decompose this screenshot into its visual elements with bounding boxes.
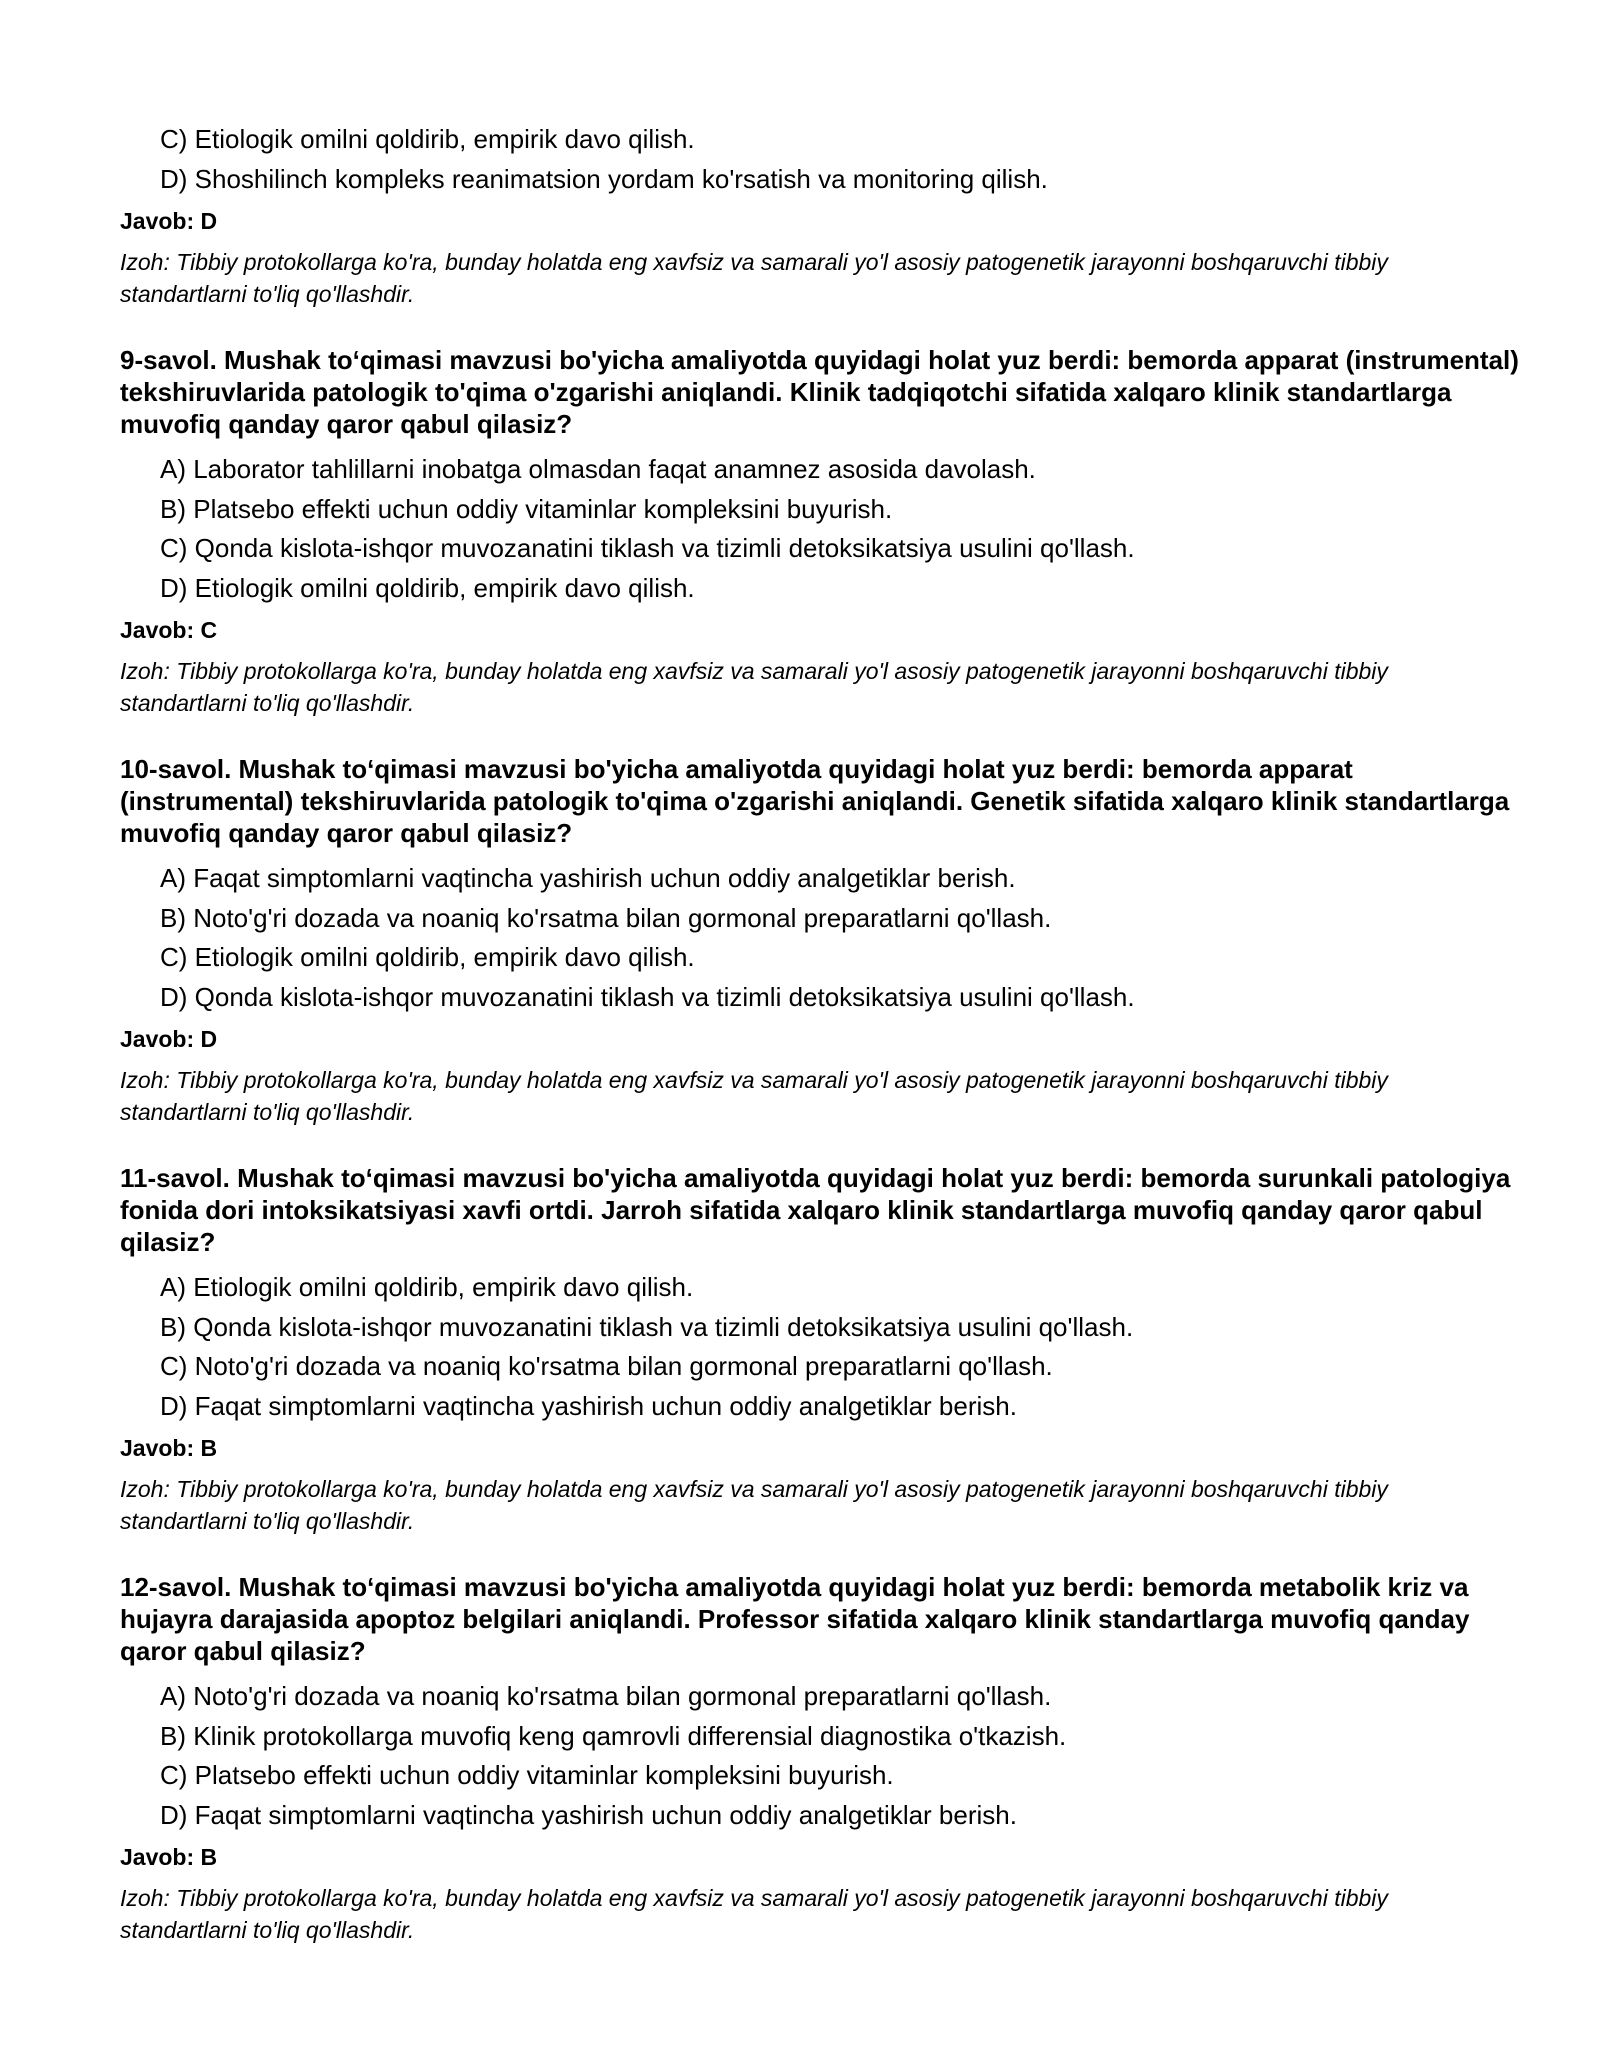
question-text: 10-savol. Mushak to‘qimasi mavzusi bo'yicha amaliyotda quyidagi holat yuz berdi: bemorda apparat (instrumental) tekshiruvlarida patologik to'qima o'zgarishi aniqlandi. Genetik sifatida xalqaro klinik standartlarga muvofiq qanday qaror qabul qilasiz? [120, 754, 1510, 848]
options-list [120, 120, 1500, 199]
option-d: D) Qonda kislota-ishqor muvozanatini tiklash va tizimli detoksikatsiya usulini qo'llash. [160, 981, 1135, 1012]
explanation-note: Izoh: Tibbiy protokollarga ko'ra, bunday holatda eng xavfsiz va samarali yo'l asosiy patogenetik jarayonni boshqaruvchi tibbiy standartlarni to'liq qo'llashdir. [120, 1885, 1388, 1943]
option-d: D) Faqat simptomlarni vaqtincha yashirish uchun oddiy analgetiklar berish. [160, 1799, 1017, 1830]
option-c: C) Noto'g'ri dozada va noaniq ko'rsatma bilan gormonal preparatlarni qo'llash. [160, 1351, 1053, 1381]
question-11 [120, 1162, 1520, 1537]
question-9 [120, 344, 1520, 719]
option-a: A) Noto'g'ri dozada va noaniq ko'rsatma bilan gormonal preparatlarni qo'llash. [160, 1681, 1052, 1711]
option-a: A) Laborator tahlillarni inobatga olmasdan faqat anamnez asosida davolash. [160, 454, 1036, 484]
option-b: B) Qonda kislota-ishqor muvozanatini tiklash va tizimli detoksikatsiya usulini qo'llash. [160, 1311, 1134, 1342]
answer-label: Javob: D [120, 208, 218, 234]
option-d: D) Etiologik omilni qoldirib, empirik davo qilish. [160, 572, 695, 603]
explanation-note: Izoh: Tibbiy protokollarga ko'ra, bunday holatda eng xavfsiz va samarali yo'l asosiy patogenetik jarayonni boshqaruvchi tibbiy standartlarni to'liq qo'llashdir. [120, 1476, 1388, 1534]
question-text: 9-savol. Mushak to‘qimasi mavzusi bo'yicha amaliyotda quyidagi holat yuz berdi: bemorda apparat (instrumental) tekshiruvlarida patologik to'qima o'zgarishi aniqlandi. Klinik tadqiqotchi sifatida xalqaro klinik standartlarga muvofiq qanday qaror qabul qilasiz? [120, 345, 1519, 439]
option-c: C) Etiologik omilni qoldirib, empirik davo qilish. [160, 124, 695, 154]
question-8-continuation [120, 120, 1500, 310]
answer-label: Javob: C [120, 617, 218, 643]
options-list [120, 450, 1520, 608]
options-list [120, 1677, 1520, 1835]
option-b: B) Noto'g'ri dozada va noaniq ko'rsatma bilan gormonal preparatlarni qo'llash. [160, 902, 1052, 933]
question-10 [120, 753, 1520, 1128]
option-b: B) Klinik protokollarga muvofiq keng qamrovli differensial diagnostika o'tkazish. [160, 1720, 1067, 1751]
options-list [120, 859, 1520, 1017]
question-text: 11-savol. Mushak to‘qimasi mavzusi bo'yicha amaliyotda quyidagi holat yuz berdi: bemorda surunkali patologiya fonida dori intoksikatsiyasi xavfi ortdi. Jarroh sifatida xalqaro klinik standartlarga muvofiq qanday qaror qabul qilasiz? [120, 1163, 1511, 1257]
explanation-note: Izoh: Tibbiy protokollarga ko'ra, bunday holatda eng xavfsiz va samarali yo'l asosiy patogenetik jarayonni boshqaruvchi tibbiy standartlarni to'liq qo'llashdir. [120, 249, 1388, 307]
option-c: C) Platsebo effekti uchun oddiy vitaminlar kompleksini buyurish. [160, 1760, 894, 1790]
option-d: D) Shoshilinch kompleks reanimatsion yordam ko'rsatish va monitoring qilish. [160, 163, 1048, 194]
explanation-note: Izoh: Tibbiy protokollarga ko'ra, bunday holatda eng xavfsiz va samarali yo'l asosiy patogenetik jarayonni boshqaruvchi tibbiy standartlarni to'liq qo'llashdir. [120, 658, 1388, 716]
answer-label: Javob: D [120, 1026, 218, 1052]
option-c: C) Etiologik omilni qoldirib, empirik davo qilish. [160, 942, 695, 972]
option-c: C) Qonda kislota-ishqor muvozanatini tiklash va tizimli detoksikatsiya usulini qo'llash. [160, 533, 1135, 563]
question-12 [120, 1571, 1520, 1946]
question-text: 12-savol. Mushak to‘qimasi mavzusi bo'yicha amaliyotda quyidagi holat yuz berdi: bemorda metabolik kriz va hujayra darajasida apoptoz belgilari aniqlandi. Professor sifatida xalqaro klinik standartlarga muvofiq qanday qaror qabul qilasiz? [120, 1572, 1470, 1666]
option-d: D) Faqat simptomlarni vaqtincha yashirish uchun oddiy analgetiklar berish. [160, 1390, 1017, 1421]
answer-label: Javob: B [120, 1435, 218, 1461]
options-list [120, 1268, 1520, 1426]
option-a: A) Etiologik omilni qoldirib, empirik davo qilish. [160, 1272, 694, 1302]
explanation-note: Izoh: Tibbiy protokollarga ko'ra, bunday holatda eng xavfsiz va samarali yo'l asosiy patogenetik jarayonni boshqaruvchi tibbiy standartlarni to'liq qo'llashdir. [120, 1067, 1388, 1125]
option-b: B) Platsebo effekti uchun oddiy vitaminlar kompleksini buyurish. [160, 493, 893, 524]
option-a: A) Faqat simptomlarni vaqtincha yashirish uchun oddiy analgetiklar berish. [160, 863, 1016, 893]
answer-label: Javob: B [120, 1844, 218, 1870]
